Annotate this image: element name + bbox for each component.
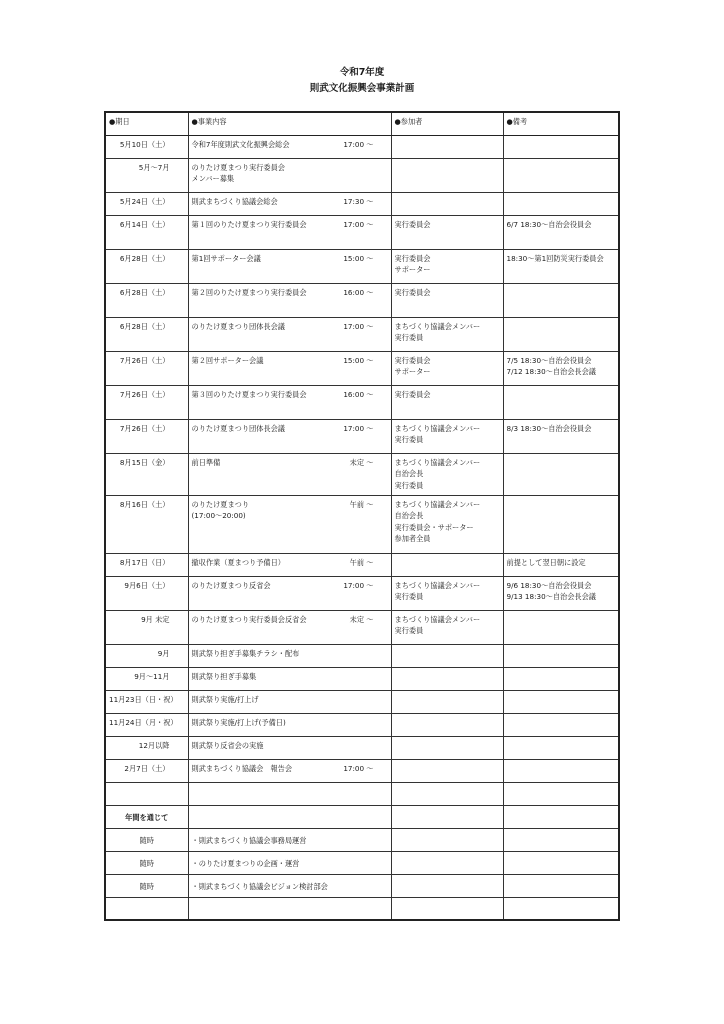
participant: 実行委員会 (394, 287, 431, 297)
participants-cell (391, 317, 503, 351)
empty-cell (503, 828, 619, 851)
participants-cell (391, 249, 503, 283)
participants-cell (391, 644, 503, 667)
event-cell (188, 576, 391, 610)
event-time: 17:00 ～ (343, 580, 374, 590)
event-name: 第２回のりたけ夏まつり実行委員会 (191, 287, 307, 297)
table-row (105, 135, 619, 158)
event-cell (188, 283, 391, 317)
event-time: 午前 ～ (349, 499, 374, 509)
event-cell (188, 192, 391, 215)
note: 6/7 18:30～自治会役員会 (506, 219, 592, 229)
notes-cell (503, 249, 619, 283)
date-cell: 7月26日（土） (105, 419, 188, 453)
participants-cell (391, 736, 503, 759)
date-cell: 7月26日（土） (105, 351, 188, 385)
event-line (192, 457, 388, 469)
table-row (105, 736, 619, 759)
empty-cell (391, 805, 503, 828)
table-row (105, 553, 619, 576)
event-time: 未定 ～ (349, 457, 374, 467)
event-line (192, 580, 388, 592)
participants-cell (391, 690, 503, 713)
empty-cell (391, 782, 503, 805)
event-name: のりたけ夏まつり (191, 499, 250, 509)
participant: 自治会長 (394, 511, 424, 520)
event-cell (188, 690, 391, 713)
event-cell (188, 553, 391, 576)
header-notes: ●備考 (503, 112, 619, 135)
event-name: 第1回サポーター会議 (191, 253, 261, 263)
notes-cell (503, 351, 619, 385)
event-name: のりたけ夏まつり実行委員会反省会 (191, 614, 307, 624)
year-item-row (105, 828, 619, 851)
notes-cell (503, 385, 619, 419)
event-line (192, 557, 388, 569)
date-cell: 9月 (105, 644, 188, 667)
event-cell (188, 135, 391, 158)
table-row (105, 351, 619, 385)
event-cell (188, 453, 391, 495)
participant: まちづくり協議会メンバー (394, 423, 481, 433)
participants-cell (391, 158, 503, 192)
participants-cell (391, 385, 503, 419)
participants-cell (391, 667, 503, 690)
notes-cell (503, 736, 619, 759)
participant: まちづくり協議会メンバー (394, 457, 481, 467)
notes-cell (503, 135, 619, 158)
date-cell: 11月24日（月・祝） (105, 713, 188, 736)
event-line (192, 389, 388, 401)
event-time: 17:00 ～ (343, 219, 374, 229)
notes-cell (503, 690, 619, 713)
participant: 自治会長 (394, 469, 424, 478)
table-row (105, 453, 619, 495)
participant: 実行委員会 (394, 389, 431, 399)
empty-cell (503, 851, 619, 874)
participants-cell (391, 135, 503, 158)
event-cell (188, 495, 391, 553)
participant: まちづくり協議会メンバー (394, 614, 481, 624)
event-line (192, 740, 388, 752)
date-cell: 5月24日（土） (105, 192, 188, 215)
table-row (105, 192, 619, 215)
participants-cell (391, 215, 503, 249)
date-cell: 7月26日（土） (105, 385, 188, 419)
empty-cell (188, 805, 391, 828)
notes-cell (503, 759, 619, 782)
empty-cell (188, 897, 391, 920)
date-cell: 5月～7月 (105, 158, 188, 192)
table-row (105, 215, 619, 249)
event-line (192, 139, 388, 151)
participant: 実行委員 (394, 626, 424, 635)
participant: まちづくり協議会メンバー (394, 580, 481, 590)
event-line (192, 321, 388, 333)
participants-cell (391, 759, 503, 782)
participants-cell (391, 610, 503, 644)
event-line (192, 355, 388, 367)
event-time: 17:00 ～ (343, 139, 374, 149)
event-name: 則武祭り反省会の実施 (191, 740, 264, 750)
event-line (192, 162, 388, 174)
date-cell: 2月7日（土） (105, 759, 188, 782)
date-cell: 11月23日（日・祝） (105, 690, 188, 713)
year-item-row (105, 874, 619, 897)
participants-cell (391, 283, 503, 317)
table-row (105, 283, 619, 317)
empty-row (105, 897, 619, 920)
event-name: 前日準備 (191, 457, 221, 467)
event-line (192, 219, 388, 231)
note: 9/6 18:30～自治会役員会 (506, 580, 592, 590)
event-name: 撤収作業（夏まつり予備日） (191, 557, 285, 567)
event-cell (188, 713, 391, 736)
participant: 実行委員会 (394, 253, 431, 263)
event-cell (188, 351, 391, 385)
date-cell: 9月～11月 (105, 667, 188, 690)
event-name: 則武祭り実施/打上げ (191, 694, 259, 704)
date-cell: 6月28日（土） (105, 249, 188, 283)
table-row (105, 576, 619, 610)
event-cell (188, 736, 391, 759)
year-item-row (105, 851, 619, 874)
document-title-year: 令和7年度 (339, 67, 385, 78)
event-time: 17:00 ～ (343, 423, 374, 433)
event-line (192, 717, 388, 729)
notes-cell (503, 644, 619, 667)
table-row (105, 759, 619, 782)
participants-cell (391, 576, 503, 610)
participant: まちづくり協議会メンバー (394, 321, 481, 331)
date-cell: 8月17日（日） (105, 553, 188, 576)
participant: 実行委員会・サポーター (394, 522, 474, 532)
table-row (105, 158, 619, 192)
participant: 実行委員 (394, 480, 424, 490)
date-cell: 8月15日（金） (105, 453, 188, 495)
event-line (192, 694, 388, 706)
participant: 実行委員 (394, 592, 424, 601)
event-cell (188, 644, 391, 667)
participants-cell (391, 419, 503, 453)
participants-cell (391, 351, 503, 385)
event-cell (188, 419, 391, 453)
notes-cell (503, 419, 619, 453)
note: 9/13 18:30～自治会長会議 (506, 592, 596, 601)
event-line (192, 499, 388, 511)
notes-cell (503, 610, 619, 644)
event-name: のりたけ夏まつり反省会 (191, 580, 271, 590)
note: 前提として翌日朝に設定 (506, 557, 586, 567)
event-name: のりたけ夏まつり実行委員会 (191, 162, 285, 172)
event-name: 則武祭り担ぎ手募集チラシ・配布 (191, 648, 300, 658)
table-row (105, 317, 619, 351)
participant: 実行委員会 (394, 355, 431, 365)
event-time: 未定 ～ (349, 614, 374, 624)
event-time: 15:00 ～ (343, 355, 374, 365)
document-title: 則武文化振興会事業計画 (309, 83, 415, 94)
empty-cell (503, 897, 619, 920)
event-detail: メンバー募集 (191, 174, 235, 183)
notes-cell (503, 192, 619, 215)
event-line (192, 763, 388, 775)
participant: 実行委員 (394, 435, 424, 444)
event-cell (188, 610, 391, 644)
participant: サポーター (394, 367, 431, 376)
event-name: のりたけ夏まつり団体長会議 (191, 321, 285, 331)
date-cell: 12月以降 (105, 736, 188, 759)
participants-cell (391, 192, 503, 215)
year-item-when: 随時 (105, 828, 188, 851)
event-name: 第２回サポーター会議 (191, 355, 264, 365)
event-cell (188, 667, 391, 690)
event-cell (188, 759, 391, 782)
empty-cell (391, 828, 503, 851)
event-cell (188, 158, 391, 192)
date-cell: 5月10日（土） (105, 135, 188, 158)
notes-cell (503, 215, 619, 249)
event-line (192, 614, 388, 626)
header-date: ●期日 (105, 112, 188, 135)
participant: まちづくり協議会メンバー (394, 499, 481, 509)
event-time: 16:00 ～ (343, 389, 374, 399)
date-cell: 6月28日（土） (105, 283, 188, 317)
notes-cell (503, 667, 619, 690)
participants-cell (391, 713, 503, 736)
header-content: ●事業内容 (188, 112, 391, 135)
event-name: のりたけ夏まつり団体長会議 (191, 423, 285, 433)
empty-row (105, 782, 619, 805)
event-name: 第３回のりたけ夏まつり実行委員会 (191, 389, 307, 399)
year-section-row (105, 805, 619, 828)
notes-cell (503, 158, 619, 192)
notes-cell (503, 495, 619, 553)
participant: 実行委員 (394, 333, 424, 342)
date-cell: 9月6日（土） (105, 576, 188, 610)
table-row (105, 249, 619, 283)
participants-cell (391, 453, 503, 495)
event-cell (188, 317, 391, 351)
empty-cell (391, 874, 503, 897)
event-name: 則武祭り担ぎ手募集 (191, 671, 257, 681)
event-line (192, 671, 388, 683)
year-item-text: ・のりたけ夏まつりの企画・運営 (188, 851, 391, 874)
empty-cell (503, 805, 619, 828)
date-cell: 9月 未定 (105, 610, 188, 644)
table-row (105, 419, 619, 453)
note: 8/3 18:30～自治会役員会 (506, 423, 592, 433)
date-cell: 8月16日（土） (105, 495, 188, 553)
event-time: 17:00 ～ (343, 763, 374, 773)
table-row (105, 610, 619, 644)
notes-cell (503, 576, 619, 610)
empty-cell (391, 897, 503, 920)
participant: サポーター (394, 265, 431, 274)
event-line (192, 287, 388, 299)
participant: 参加者全員 (394, 534, 431, 543)
year-item-text: ・則武まちづくり協議会事務局運営 (188, 828, 391, 851)
event-time: 17:00 ～ (343, 321, 374, 331)
event-name: 第１回のりたけ夏まつり実行委員会 (191, 219, 307, 229)
event-name: 則武まちづくり協議会総会 (191, 196, 278, 206)
note: 18:30～第1回防災実行委員会 (506, 253, 604, 263)
event-line (192, 648, 388, 660)
event-time: 16:00 ～ (343, 287, 374, 297)
table-header-row (105, 112, 619, 135)
table-row (105, 690, 619, 713)
event-line (192, 196, 388, 208)
empty-cell (503, 874, 619, 897)
empty-cell (105, 897, 188, 920)
empty-cell (503, 782, 619, 805)
event-time: 15:00 ～ (343, 253, 374, 263)
participants-cell (391, 495, 503, 553)
table-row (105, 495, 619, 553)
notes-cell (503, 317, 619, 351)
date-cell: 6月14日（土） (105, 215, 188, 249)
table-row (105, 644, 619, 667)
empty-cell (391, 851, 503, 874)
event-time: 午前 ～ (349, 557, 374, 567)
empty-cell (105, 782, 188, 805)
event-cell (188, 385, 391, 419)
table-row (105, 667, 619, 690)
notes-cell (503, 283, 619, 317)
notes-cell (503, 553, 619, 576)
event-line (192, 253, 388, 265)
event-detail: (17:00～20:00) (191, 511, 246, 520)
participant: 実行委員会 (394, 219, 431, 229)
note: 7/12 18:30～自治会長会議 (506, 367, 596, 376)
note: 7/5 18:30～自治会役員会 (506, 355, 592, 365)
notes-cell (503, 713, 619, 736)
participants-cell (391, 553, 503, 576)
table-row (105, 385, 619, 419)
header-participants: ●参加者 (391, 112, 503, 135)
event-name: 令和7年度則武文化振興会総会 (191, 139, 290, 149)
year-section-label: 年間を通じて (105, 805, 188, 828)
event-name: 則武祭り実施/打上げ(予備日) (191, 717, 286, 727)
event-plan-table (104, 111, 620, 921)
year-item-when: 随時 (105, 851, 188, 874)
event-line (192, 423, 388, 435)
table-row (105, 713, 619, 736)
year-item-when: 随時 (105, 874, 188, 897)
event-time: 17:30 ～ (343, 196, 374, 206)
date-cell: 6月28日（土） (105, 317, 188, 351)
year-item-text: ・則武まちづくり協議会ビジョン検討部会 (188, 874, 391, 897)
event-cell (188, 215, 391, 249)
notes-cell (503, 453, 619, 495)
event-cell (188, 249, 391, 283)
event-name: 則武まちづくり協議会 報告会 (191, 763, 293, 773)
empty-cell (188, 782, 391, 805)
